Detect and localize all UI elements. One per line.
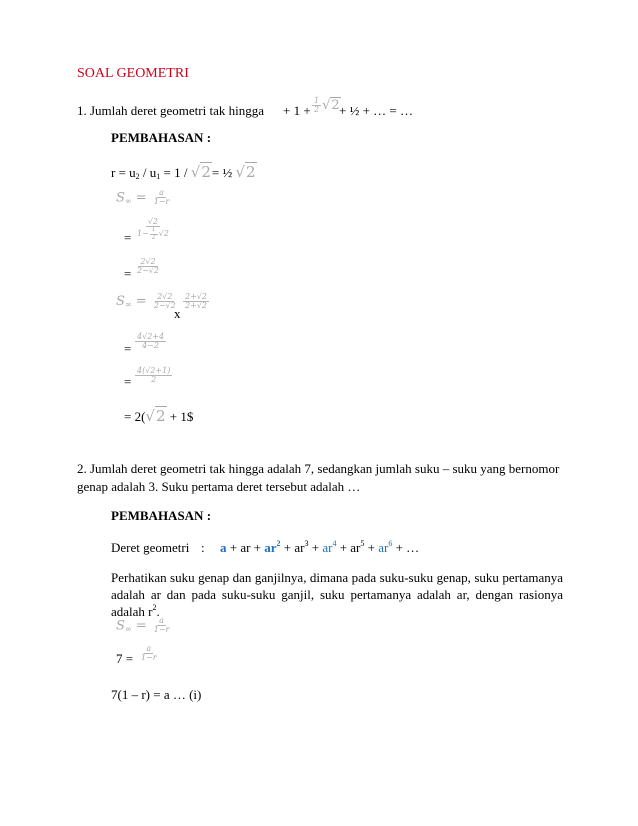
ratio-part-a: r = u: [111, 165, 136, 180]
step-formula-4: $\frac{4(√2+1)}{2}$: [137, 366, 171, 385]
step-formula-1: √2 1− $\frac{1}{2}$ √2: [137, 217, 169, 241]
ratio-part-d: = ½: [211, 165, 236, 180]
deret-colon: :: [201, 540, 205, 555]
equals-sign: =: [124, 266, 132, 281]
geometric-series: a + ar + $ar^2 + ar^3 + ar^4 + ar^5 + ar^6$ + …: [220, 539, 420, 555]
equation-i: 7(1 – r) = a … (i): [111, 687, 202, 702]
root-two-formula: √2: [190, 163, 211, 181]
half-root-two-formula: $\frac{1}{2}$ √2: [314, 96, 340, 115]
pembahasan-2-heading: PEMBAHASAN :: [111, 508, 212, 523]
root-two-formula: √2: [145, 407, 166, 425]
rationalize-formula: $S_\infty$ = $\frac{2√2}{2-√2}$: [116, 292, 176, 311]
final-answer-start: = 2(: [124, 409, 146, 424]
step-formula-2: $\frac{2√2}{2-√2}$: [137, 257, 159, 276]
final-answer-end: + 1$: [166, 409, 194, 424]
ratio-part-b: / u: [139, 165, 157, 180]
conjugate-formula: $\frac{2+√2}{2+√2}$: [185, 292, 207, 311]
times-sign: x: [174, 306, 181, 321]
ratio-part-c: = 1 /: [160, 165, 191, 180]
question-2-line-2: genap adalah 3. Suku pertama deret tersebut adalah …: [77, 479, 361, 494]
seven-equals: 7 =: [116, 651, 134, 666]
final-answer-line: [124, 408, 193, 425]
page-title: SOAL GEOMETRI: [77, 66, 189, 81]
explanation-end: .: [156, 604, 160, 619]
question-1-text: 1. Jumlah deret geometri tak hingga: [77, 103, 265, 118]
equals-sign: =: [124, 374, 132, 389]
question-2-line-1: 2. Jumlah deret geometri tak hingga adalah 7, sedangkan jumlah suku – suku yang bernomor: [77, 461, 560, 476]
sum-infinity-formula-2: $S_\infty$ = $\frac{a}{1-r}$: [116, 616, 170, 635]
question-1-expr-end: + ½ + … = …: [339, 103, 413, 118]
deret-geometri-label: Deret geometri: [111, 540, 190, 555]
seven-fraction-formula: $\frac{a}{1-r}$: [141, 644, 157, 663]
explanation-text: Perhatikan suku genap dan ganjilnya, dimana pada suku-suku genap, suku pertamanya adalah ar dan pada suku-suku ganjil, suku pertamanya adalah ar, dengan rasionya adalah r: [111, 570, 563, 619]
question-1-expr-start: + 1 +: [283, 103, 311, 118]
equals-sign: =: [124, 230, 132, 245]
root-two-formula: √2: [235, 163, 256, 181]
explanation-paragraph: Perhatikan suku genap dan ganjilnya, dimana pada suku-suku genap, suku pertamanya adalah ar dan pada suku-suku ganjil, suku pertamanya adalah ar, dengan rasionya adalah $r^2$.: [111, 570, 563, 619]
pembahasan-1-heading: PEMBAHASAN :: [111, 130, 212, 145]
step-formula-3: $\frac{4√2+4}{4-2}$: [137, 332, 165, 351]
ratio-line: $r = u_2 / u_1 = 1 / √2=$ ½ √2: [111, 163, 256, 181]
sum-infinity-formula: $S_\infty$ = $\frac{a}{1-r}$: [116, 188, 170, 207]
equals-sign: =: [124, 341, 132, 356]
